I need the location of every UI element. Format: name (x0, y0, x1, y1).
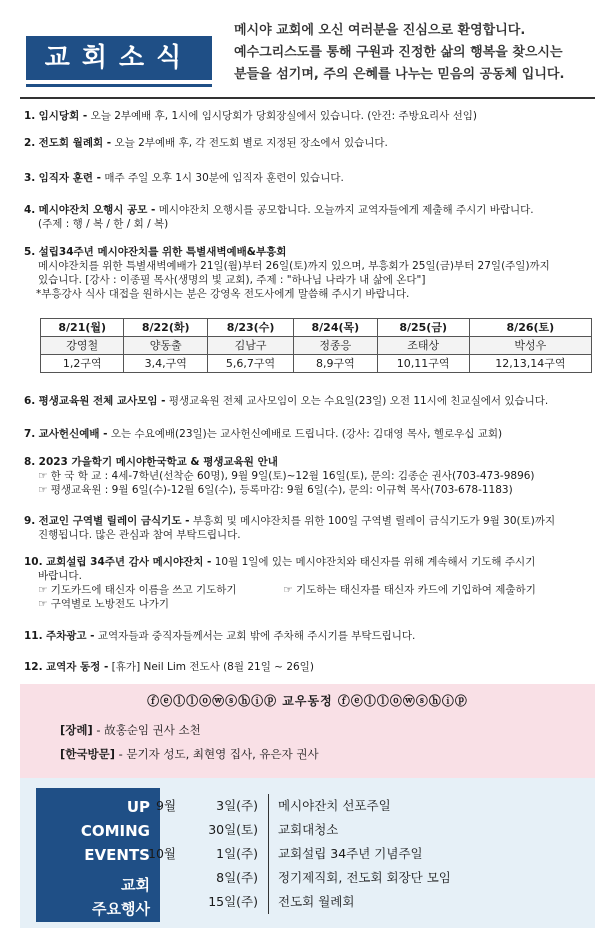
item-text: 오늘 2부예배 후, 각 전도회 별로 지정된 장소에서 있습니다. (111, 137, 388, 149)
item-text: 메시야잔치 오행시를 공모합니다. 오늘까지 교역자들에게 제출해 주시기 바랍니다. (155, 204, 534, 216)
event-month: 9월 (156, 798, 177, 813)
fellowship-tag: [장례] (60, 723, 93, 737)
announcement-item (24, 203, 594, 231)
item-heading: 전교인 구역별 릴레이 금식기도 - (38, 515, 190, 527)
item-detail: 메시야잔치를 위한 특별새벽예배가 21일(월)부터 26일(토)까지 있으며, 부흥회가 25일(금)부터 27일(주일)까지 (38, 260, 550, 272)
item-detail: (주제 : 행 / 복 / 한 / 회 / 복) (38, 218, 169, 230)
announcement-item (24, 394, 594, 408)
upcoming-label: 주요행사 (92, 900, 150, 918)
table-cell: 8/23(수) (207, 319, 293, 337)
item-number: 10. (24, 556, 43, 568)
item-heading: 임시당회 - (38, 110, 88, 122)
title-underline (26, 84, 212, 87)
item-number: 8. (24, 456, 36, 468)
item-detail: 있습니다. [강사 : 이종필 목사(생명의 빛 교회), 주제 : "하나님 나라가 내 삶에 온다"] (38, 274, 426, 286)
table-cell: 8,9구역 (294, 355, 377, 373)
page-title: 교회소식 (26, 36, 212, 80)
fellowship-line (60, 722, 201, 738)
item-heading: 교사헌신예배 - (38, 428, 108, 440)
item-heading: 2023 가을학기 메시야한국학교 & 평생교육원 안내 (38, 456, 278, 468)
event-day: 15일(주) (208, 894, 258, 909)
item-detail: ☞ 한 국 학 교 : 4세-7학년(선착순 60명), 9월 9일(토)~12월 16일(토), 문의: 김종순 권사(703-473-9896) (38, 470, 535, 482)
item-number: 9. (24, 515, 36, 527)
table-cell: 조태상 (377, 337, 469, 355)
item-heading: 평생교육원 전체 교사모임 - (38, 395, 166, 407)
table-cell: 양동출 (124, 337, 207, 355)
table-cell: 8/24(목) (294, 319, 377, 337)
announcement-item (24, 136, 594, 150)
item-text: 교역자들과 중직자들께서는 교회 밖에 주차해 주시기를 부탁드립니다. (94, 630, 416, 642)
item-number: 3. (24, 172, 36, 184)
table-row (41, 337, 592, 355)
item-text: 오늘 2부예배 후, 1시에 임시당회가 당회장실에서 있습니다. (안건: 주방요리사 선임) (87, 110, 477, 122)
event-name: 교회대청소 (278, 822, 339, 837)
item-number: 7. (24, 428, 36, 440)
welcome-line: 예수그리스도를 통해 구원과 진정한 삶의 행복을 찾으시는 (234, 45, 563, 60)
table-cell: 강영철 (41, 337, 124, 355)
event-day: 1일(주) (216, 846, 258, 861)
item-detail: *부흥강사 식사 대접을 원하시는 분은 강영옥 전도사에게 말씀해 주시기 바랍니다. (36, 288, 410, 300)
item-text: 10월 1일에 있는 메시야잔치와 태신자를 위해 계속해서 기도해 주시기 (211, 556, 536, 568)
announcement-item (24, 171, 594, 185)
event-name: 교회설립 34주년 기념주일 (278, 846, 423, 861)
table-row (41, 319, 592, 337)
item-text: 오는 수요예배(23일)는 교사헌신예배로 드립니다. (강사: 김대영 목사, 헬로우십 교회) (107, 428, 503, 440)
table-cell: 1,2구역 (41, 355, 124, 373)
upcoming-events-section (20, 778, 595, 928)
item-heading: 전도회 월례회 - (38, 137, 112, 149)
table-cell: 정종응 (294, 337, 377, 355)
table-cell: 박성우 (469, 337, 591, 355)
table-cell: 김남구 (207, 337, 293, 355)
item-number: 4. (24, 204, 36, 216)
header-divider (20, 97, 595, 99)
event-name: 정기제직회, 전도회 회장단 모임 (278, 870, 451, 885)
announcement-item (24, 427, 594, 441)
event-month: 10월 (148, 846, 176, 861)
item-detail: ☞ 구역별로 노방전도 나가기 (38, 598, 169, 610)
announcement-item (24, 629, 594, 643)
table-cell: 5,6,7구역 (207, 355, 293, 373)
event-day: 3일(주) (216, 798, 258, 813)
table-cell: 8/25(금) (377, 319, 469, 337)
upcoming-label: UP (126, 798, 150, 816)
table-cell: 8/26(토) (469, 319, 591, 337)
item-number: 5. (24, 246, 36, 258)
item-heading: 임직자 훈련 - (38, 172, 102, 184)
event-day: 30일(토) (208, 822, 258, 837)
announcement-item (24, 514, 594, 542)
upcoming-label-box (36, 788, 160, 922)
item-number: 12. (24, 661, 43, 673)
fellowship-text: - 문기자 성도, 최현영 집사, 유은자 권사 (114, 747, 319, 761)
welcome-text (234, 20, 609, 86)
event-day: 8일(주) (216, 870, 258, 885)
item-heading: 교회설립 34주년 감사 메시야잔치 - (45, 556, 212, 568)
event-name: 전도회 월례회 (278, 894, 355, 909)
item-number: 1. (24, 110, 36, 122)
revival-schedule-table (40, 318, 592, 373)
item-heading: 교역자 동정 - (45, 661, 109, 673)
fellowship-title: ⓕⓔⓛⓛⓞⓦⓢⓗⓘⓟ 교우동정 ⓕⓔⓛⓛⓞⓦⓢⓗⓘⓟ (147, 694, 468, 708)
welcome-line: 메시야 교회에 오신 여러분을 진심으로 환영합니다. (234, 23, 526, 38)
item-text: 매주 주일 오후 1시 30분에 임직자 훈련이 있습니다. (101, 172, 344, 184)
item-detail: ☞ 평생교육원 : 9월 6일(수)-12월 6일(수), 등록마감: 9월 6일(수), 문의: 이규혁 목사(703-678-1183) (38, 484, 513, 496)
item-detail: 진행됩니다. 많은 관심과 참여 부탁드립니다. (38, 529, 241, 541)
announcement-item (24, 555, 594, 611)
item-heading: 주차광고 - (45, 630, 95, 642)
item-number: 6. (24, 395, 36, 407)
item-number: 11. (24, 630, 43, 642)
item-text: 평생교육원 전체 교사모임이 오는 수요일(23일) 오전 11시에 친교실에서 있습니다. (165, 395, 549, 407)
item-heading: 메시야잔치 오행시 공모 - (38, 204, 156, 216)
announcement-item (24, 455, 594, 497)
fellowship-tag: [한국방문] (60, 747, 115, 761)
upcoming-label: 교회 (121, 876, 150, 894)
item-heading: 설립34주년 메시야잔치를 위한 특별새벽예배&부흥회 (38, 246, 287, 258)
table-cell: 12,13,14구역 (469, 355, 591, 373)
table-cell: 10,11구역 (377, 355, 469, 373)
item-detail: 바랍니다. (38, 570, 82, 582)
item-detail: ☞ 기도카드에 태신자 이름을 쓰고 기도하기 ☞ 기도하는 태신자를 태신자 카드에 기입하여 제출하기 (38, 584, 536, 596)
table-cell: 3,4,구역 (124, 355, 207, 373)
fellowship-text: - 故홍순임 권사 소천 (92, 723, 201, 737)
upcoming-label: EVENTS (84, 846, 150, 864)
fellowship-section (20, 684, 595, 778)
table-row (41, 355, 592, 373)
announcement-item (24, 245, 594, 301)
header (0, 0, 615, 100)
event-name: 메시야잔치 선포주일 (278, 798, 391, 813)
fellowship-line (60, 746, 319, 762)
upcoming-label: COMING (80, 822, 150, 840)
table-cell: 8/21(월) (41, 319, 124, 337)
announcement-item (24, 660, 594, 674)
item-text: 부흥회 및 메시야잔치를 위한 100일 구역별 릴레이 금식기도가 9월 30(토)까지 (189, 515, 556, 527)
item-number: 2. (24, 137, 36, 149)
announcement-item (24, 109, 594, 123)
item-text: [휴가] Neil Lim 전도사 (8월 21일 ~ 26일) (108, 661, 314, 673)
welcome-line: 분들을 섬기며, 주의 은혜를 나누는 믿음의 공동체 입니다. (234, 67, 565, 82)
table-cell: 8/22(화) (124, 319, 207, 337)
upcoming-divider (268, 794, 269, 914)
